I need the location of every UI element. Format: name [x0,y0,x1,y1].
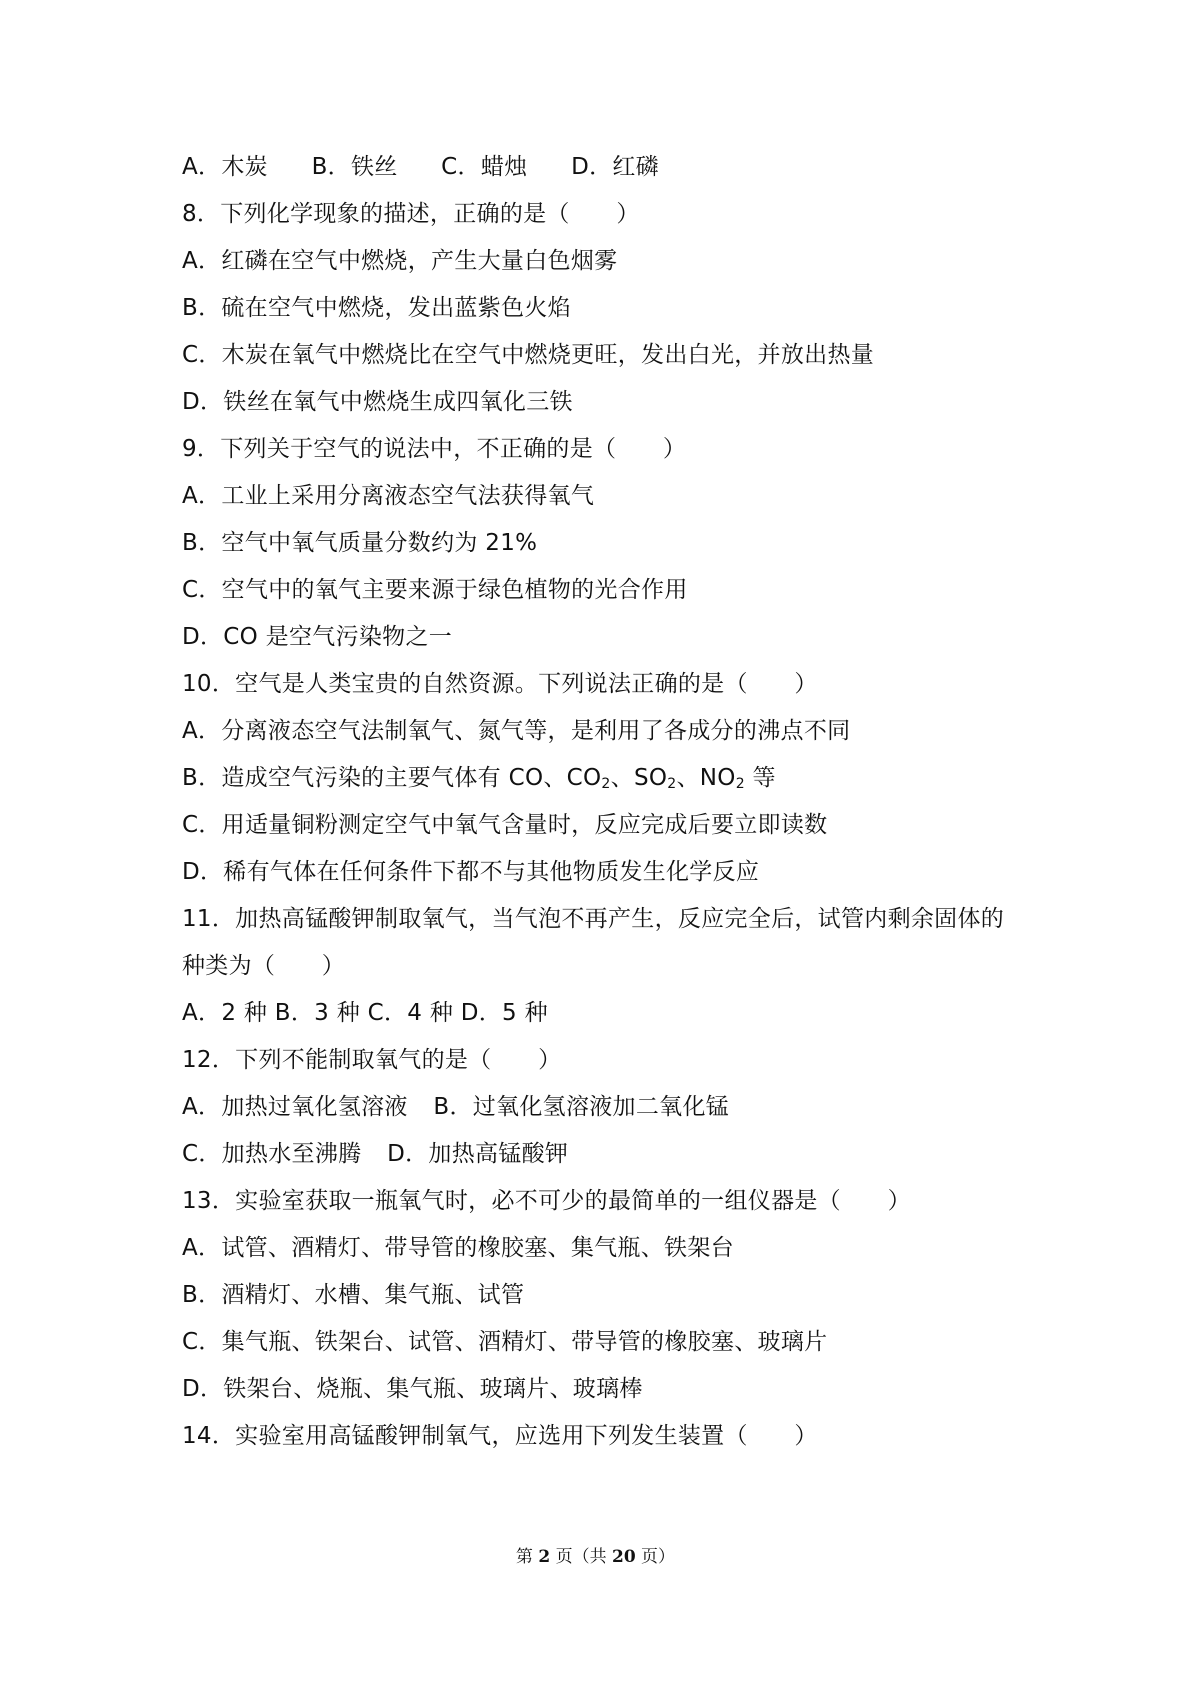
q14-stem: 14．实验室用高锰酸钾制氧气，应选用下列发生装置（ ） [182,1423,818,1449]
q8-option-a: A．红磷在空气中燃烧，产生大量白色烟雾 [182,248,618,274]
q7-option-d: D．红磷 [571,154,659,180]
q12-stem: 12．下列不能制取氧气的是（ ） [182,1047,562,1073]
q8-option-b: B．硫在空气中燃烧，发出蓝紫色火焰 [182,295,571,321]
q10-stem: 10．空气是人类宝贵的自然资源。下列说法正确的是（ ） [182,671,818,697]
q10-b-suffix: 等 [744,765,776,791]
q12-option-d: D．加热高锰酸钾 [387,1141,569,1167]
q10-option-d: D．稀有气体在任何条件下都不与其他物质发生化学反应 [182,859,760,885]
q12-option-b: B．过氧化氢溶液加二氧化锰 [433,1094,730,1120]
q8-stem: 8．下列化学现象的描述，正确的是（ ） [182,201,640,227]
page-footer [0,1542,1191,1567]
q8-option-d: D．铁丝在氧气中燃烧生成四氧化三铁 [182,389,573,415]
q13-option-d: D．铁架台、烧瓶、集气瓶、玻璃片、玻璃棒 [182,1376,643,1402]
q7-option-b: B．铁丝 [311,154,398,180]
q13-stem: 13．实验室获取一瓶氧气时，必不可少的最简单的一组仪器是（ ） [182,1188,911,1214]
q10-option-c: C．用适量铜粉测定空气中氧气含量时，反应完成后要立即读数 [182,812,828,838]
footer-suffix: 页） [635,1547,676,1567]
q10-b-mid2: 、NO [676,765,736,791]
q11-stem-line1: 11．加热高锰酸钾制取氧气，当气泡不再产生，反应完全后，试管内剩余固体的 [182,906,1005,932]
q11-stem-line2: 种类为（ ） [182,953,346,979]
footer-page-number: 2 [538,1547,551,1567]
q10-b-mid1: 、SO [610,765,668,791]
q10-option-b [182,755,1062,802]
footer-total-pages: 20 [611,1547,636,1567]
q7-option-c: C．蜡烛 [441,154,528,180]
q9-option-a: A．工业上采用分离液态空气法获得氧气 [182,483,595,509]
q12-options-row1 [182,1084,1062,1131]
q7-option-a: A．木炭 [182,154,268,180]
q10-b-prefix: B．造成空气污染的主要气体有 CO、CO [182,765,602,791]
q13-option-b: B．酒精灯、水槽、集气瓶、试管 [182,1282,525,1308]
question-content [182,144,1062,1460]
q8-option-c: C．木炭在氧气中燃烧比在空气中燃烧更旺，发出白光，并放出热量 [182,342,875,368]
q9-option-c: C．空气中的氧气主要来源于绿色植物的光合作用 [182,577,688,603]
footer-prefix: 第 [515,1547,539,1567]
q10-option-a: A．分离液态空气法制氧气、氮气等，是利用了各成分的沸点不同 [182,718,851,744]
q9-option-b: B．空气中氧气质量分数约为 21% [182,530,538,556]
q9-stem: 9．下列关于空气的说法中，不正确的是（ ） [182,436,687,462]
q10-b-sub1: 2 [601,776,611,792]
q10-b-sub2: 2 [667,776,677,792]
q11-options: A．2 种 B．3 种 C．4 种 D．5 种 [182,1000,548,1026]
q12-option-a: A．加热过氧化氢溶液 [182,1094,408,1120]
footer-middle: 页（共 [550,1547,612,1567]
q10-b-sub3: 2 [735,776,745,792]
q13-option-c: C．集气瓶、铁架台、试管、酒精灯、带导管的橡胶塞、玻璃片 [182,1329,828,1355]
q12-options-row2 [182,1131,1062,1178]
q7-options-row [182,144,1062,191]
q13-option-a: A．试管、酒精灯、带导管的橡胶塞、集气瓶、铁架台 [182,1235,734,1261]
q12-option-c: C．加热水至沸腾 [182,1141,362,1167]
q9-option-d: D．CO 是空气污染物之一 [182,624,453,650]
